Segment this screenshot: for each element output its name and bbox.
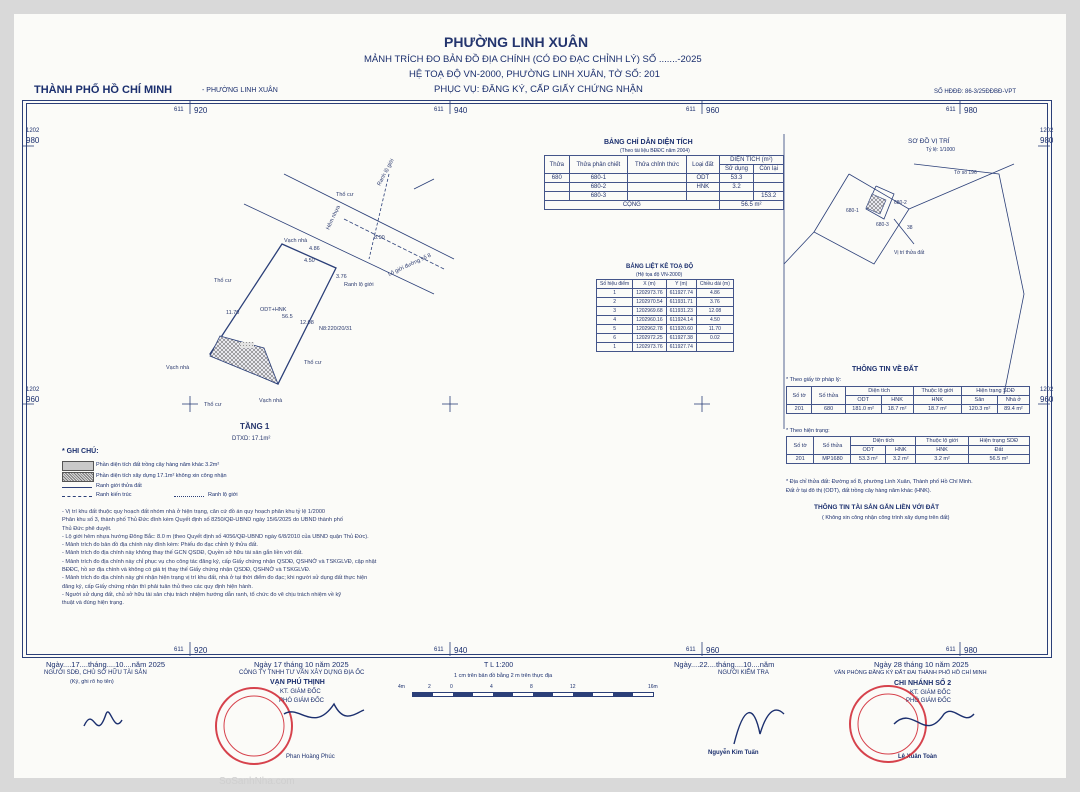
city-name: THÀNH PHỐ HỒ CHÍ MINH (34, 84, 173, 96)
land-info-legal: * Theo giấy tờ pháp lý: (786, 377, 842, 383)
asset-note: ( Không xin công nhận công trình xây dựng trên đất) (822, 515, 950, 521)
document-title: PHƯỜNG LINH XUÂN (444, 34, 589, 50)
grid-label: 611 (946, 107, 956, 113)
land-info-title: THÔNG TIN VỀ ĐẤT (852, 366, 919, 373)
map-label: 56.5 (282, 314, 293, 320)
ward-name: - PHƯỜNG LINH XUÂN (202, 87, 278, 94)
table-row: CỘNG 56.5 m² (545, 201, 784, 210)
company-role-2: PHÓ GIÁM ĐỐC (279, 698, 325, 704)
header-line-1: MẢNH TRÍCH ĐO BẢN ĐỒ ĐỊA CHÍNH (CÓ ĐO ĐẠC CHỈNH LÝ) SỐ .......-2025 (364, 54, 702, 65)
table-header: Chiều dài (m) (696, 280, 733, 289)
table-header: Số hiệu điểm (597, 280, 633, 289)
land-address: * Địa chỉ thửa đất: Đường số 8, phường Linh Xuân, Thành phố Hồ Chí Minh. (786, 479, 973, 485)
table-row: 680 680-1 ODT 53.3 (545, 174, 784, 183)
table-header: Thửa (545, 156, 570, 174)
scale-tick: 12 (570, 684, 576, 690)
map-label: 11.70 (226, 310, 240, 316)
table-row: 6 1202972.25 611927.38 0.02 (597, 334, 734, 343)
office-signature (894, 711, 974, 725)
owner-title: NGƯỜI SDĐ, CHỦ SỞ HỮU TÀI SẢN (44, 670, 147, 676)
grid-label: 611 (434, 647, 444, 653)
grid-label: 1202 (26, 128, 40, 134)
grid-label: 611 (174, 107, 184, 113)
office-stamp (850, 686, 926, 762)
table-row: 3 1202969.68 611931.23 12.08 (597, 307, 734, 316)
table-header: Y (m) (666, 280, 696, 289)
grid-label: 940 (454, 646, 468, 655)
map-label: Thổ cư (214, 278, 232, 284)
table-row: 2 1202970.54 611931.71 3.76 (597, 298, 734, 307)
company-signature (284, 704, 364, 718)
area-table-title: BẢNG CHỈ DẪN DIỆN TÍCH (604, 139, 693, 146)
legend-item: Phần diện tích xây dựng 17.1m² không xin công nhận (96, 473, 227, 479)
company-role-1: KT. GIÁM ĐỐC (280, 689, 321, 695)
grid-label: 980 (964, 646, 978, 655)
scale-sub: 1 cm trên bản đồ bằng 2 m trên thực địa (454, 673, 553, 679)
table-row: 1 1202973.76 611927.74 (597, 343, 734, 352)
office-role-2: PHÓ GIÁM ĐỐC (906, 698, 952, 704)
grid-label: 960 (26, 395, 40, 404)
check-title: NGƯỜI KIỂM TRA (718, 670, 769, 676)
map-label: Vạch nhà (259, 398, 283, 404)
map-label: 4.86 (309, 246, 320, 252)
floor-label: TẦNG 1 (240, 422, 270, 431)
table-header: Thửa chỉnh thức (628, 156, 687, 174)
map-label: Thổ cư (336, 192, 354, 198)
table-header: Thửa phân chiết (569, 156, 627, 174)
scale-tick: 4m (398, 684, 405, 690)
table-header: X (m) (633, 280, 666, 289)
location-title: SƠ ĐỒ VỊ TRÍ (908, 138, 950, 145)
map-label: Vạch nhà (284, 238, 308, 244)
location-label: 38 (907, 225, 913, 231)
grid-label: 960 (1040, 395, 1054, 404)
table-header: Sử dụng (719, 165, 754, 174)
company-stamp (216, 688, 292, 764)
location-label: Vị trí thửa đất (894, 250, 925, 256)
grid-label: 611 (686, 107, 696, 113)
map-label: 4.50 (304, 258, 315, 264)
document-sheet (14, 14, 1066, 787)
location-label: 680-2 (894, 200, 907, 206)
map-label: ODT+HNK (260, 307, 287, 313)
office-branch: CHI NHÁNH SỐ 2 (894, 680, 952, 687)
coord-table-title: BẢNG LIỆT KÊ TOẠ ĐỘ (626, 264, 694, 270)
scale-tick: 16m (648, 684, 658, 690)
location-label: Tờ số 196 (954, 170, 977, 176)
office-date: Ngày 28 tháng 10 năm 2025 (874, 660, 969, 669)
grid-label: 920 (194, 106, 208, 115)
scale-tick: 8 (530, 684, 533, 690)
grid-label: 920 (194, 646, 208, 655)
legend-item: Ranh kiến trúc (96, 492, 132, 498)
doc-number: SỐ HĐĐĐ: 86-3/25ĐĐBĐ-VPT (934, 89, 1017, 95)
map-label: Thổ cư (204, 402, 222, 408)
legend-title: * GHI CHÚ: (62, 448, 99, 455)
table-row: 680-3 153.2 (545, 192, 784, 201)
office-signer: Lê Xuân Toàn (898, 754, 937, 760)
table-row: 4 1202960.16 611924.14 4.50 (597, 316, 734, 325)
table-header: DIỆN TÍCH (m²) (719, 156, 783, 165)
scale-label: T L 1:200 (484, 662, 514, 669)
office-role-1: KT. GIÁM ĐỐC (910, 690, 951, 696)
table-row: 1 1202973.76 611927.74 4.86 (597, 289, 734, 298)
grid-label: 611 (174, 647, 184, 653)
map-label: N8:220/20/31 (319, 326, 353, 332)
company-title: CÔNG TY TNHH TƯ VẤN XÂY DỰNG ĐỊA ỐC (239, 670, 365, 676)
company-name: VẠN PHÚ THỊNH (270, 679, 325, 686)
coord-table-subtitle: (Hệ tọa độ VN-2000) (636, 272, 683, 278)
grid-label: 940 (454, 106, 468, 115)
grid-label: 611 (434, 107, 444, 113)
check-signer: Nguyễn Kim Tuấn (708, 750, 759, 756)
company-signer: Phan Hoàng Phúc (286, 754, 335, 760)
land-legal-table: Số tờ Số thửa Diện tích Thuộc lộ giới Hiện trạng SDĐ ODT HNK HNK Sân Nhà ở 201 680 181.0 m² 18.7 m² 18.7 m² 120.3 m² 89.4 m² (786, 386, 1030, 414)
grid-label: 1202 (1040, 128, 1054, 134)
map-label: Lộ giới đường số 8 (387, 252, 433, 278)
land-current-table: Số tờ Số thửa Diện tích Thuộc lộ giới Hiện trạng SDĐ ODT HNK HNK Đất 201 MP1680 53.3 m² 3.2 m² 3.2 m² 56.5 m² (786, 436, 1030, 464)
map-label: Thổ cư (304, 360, 322, 366)
grid-label: 980 (964, 106, 978, 115)
map-label: Hẻm nhựa (325, 204, 342, 231)
owner-date: Ngày....17....tháng....10....năm 2025 (46, 660, 166, 669)
check-date: Ngày....22....tháng....10....năm (674, 660, 775, 669)
grid-label: 611 (946, 647, 956, 653)
grid-label: 1202 (1040, 387, 1054, 393)
grid-label: 980 (1040, 136, 1054, 145)
table-row: 5 1202962.78 611920.60 11.70 (597, 325, 734, 334)
legend-item: Ranh giới thửa đất (96, 483, 142, 489)
map-label: Ranh lộ giới (376, 157, 396, 187)
area-table-subtitle: (Theo tài liệu BĐĐC năm 2004) (620, 148, 690, 154)
owner-signature (84, 712, 122, 726)
table-row: 201 680 181.0 m² 18.7 m² 18.7 m² 120.3 m² 89.4 m² (787, 405, 1030, 414)
company-date: Ngày 17 tháng 10 năm 2025 (254, 660, 349, 669)
map-label: Ranh lộ giới (344, 282, 374, 288)
table-header: Còn lại (754, 165, 784, 174)
grid-label: 1202 (26, 387, 40, 393)
office-title: VĂN PHÒNG ĐĂNG KÝ ĐẤT ĐAI THÀNH PHỐ HỒ CHÍ MINH (834, 670, 987, 676)
floor-area: DTXD: 17.1m² (232, 436, 271, 442)
scale-tick: 0 (450, 684, 453, 690)
scale-tick: 4 (490, 684, 493, 690)
checker-signature (734, 710, 784, 744)
grid-label: 960 (706, 106, 720, 115)
map-label: 12.08 (300, 320, 314, 326)
table-row: 680-2 HNK 3.2 (545, 183, 784, 192)
stamps-signatures (14, 14, 1066, 778)
map-label: 3.76 (336, 274, 347, 280)
table-header: Loại đất (686, 156, 719, 174)
map-label: Vạch nhà (166, 365, 190, 371)
scale-tick: 2 (428, 684, 431, 690)
table-row: 201 MP1680 53.3 m² 3.2 m² 3.2 m² 56.5 m² (787, 455, 1030, 464)
asset-title: THÔNG TIN TÀI SẢN GẮN LIỀN VỚI ĐẤT (814, 504, 940, 511)
legend-item: Ranh lộ giới (208, 492, 238, 498)
map-label: 8.90 (374, 235, 385, 241)
land-info-current: * Theo hiện trạng: (786, 428, 830, 434)
header-line-2: HỆ TOẠ ĐỘ VN-2000, PHƯỜNG LINH XUÂN, TỜ SỐ: 201 (409, 69, 660, 80)
location-scale: Tỷ lệ: 1/1000 (926, 147, 955, 153)
grid-label: 960 (706, 646, 720, 655)
legend-item: Phần diện tích đất trồng cây hàng năm khác 3.2m² (96, 462, 220, 468)
land-type-note: Đất ở tại đô thị (ODT), đất trồng cây hàng năm khác (HNK). (786, 488, 932, 494)
watermark: SoSanhNha.com (219, 776, 295, 787)
location-label: 680-1 (846, 208, 859, 214)
notes: - Vị trí khu đất thuộc quy hoạch đất nhóm nhà ở hiện trạng, căn cứ đồ án quy hoạch phân khu tỷ lệ 1/2000 Phân khu số 3, thành phố Thủ Đức đính kèm Quyết định số 8250/QĐ-UBND ngày 15/6/2025 do UBND thành phố Thủ Đức phê duyệt. - Lộ giới hẻm nhựa hướng Đông Bắc: 8.0 m (theo Quyết định số 4056/QĐ-UBND ngày 6/8/2010 của UBND quận Thủ Đức). - Mảnh trích đo bản đồ địa chính này đính kèm: Phiếu đo đạc chỉnh lý thửa đất. - Mảnh trích đo địa chính này không thay thế GCN QSDĐ, Quyền sở hữu tài sản gắn liền với đất. - Mảnh trích đo địa chính này chỉ phục vụ cho công tác đăng ký, cấp Giấy chứng nhận QSDĐ, QSHNỞ và TSKGLVĐ, cập nhật BĐĐC, hồ sơ địa chính và không có giá trị thay thế Giấy chứng nhận QSDĐ, QSHNỞ và TSKGLVĐ. - Mảnh trích đo địa chính này ghi nhận hiện trạng vị trí khu đất, nhà ở tại thời điểm đo đạc; khi người sử dụng đất thực hiện đăng ký, cấp Giấy chứng nhận thì phải tuân thủ theo các quy định hiện hành. - Người sử dụng đất, chủ sở hữu tài sản chịu trách nhiệm hướng dẫn ranh, tổ chức đo vẽ chịu trách nhiệm về kỹ thuật và đúng hiện trạng. (62, 509, 377, 607)
header-line-3: PHỤC VỤ: ĐĂNG KÝ, CẤP GIẤY CHỨNG NHẬN (434, 84, 643, 95)
location-label: 680-3 (876, 222, 889, 228)
grid-label: 980 (26, 136, 40, 145)
grid-label: 611 (686, 647, 696, 653)
owner-sub: (Ký, ghi rõ họ tên) (70, 679, 114, 685)
